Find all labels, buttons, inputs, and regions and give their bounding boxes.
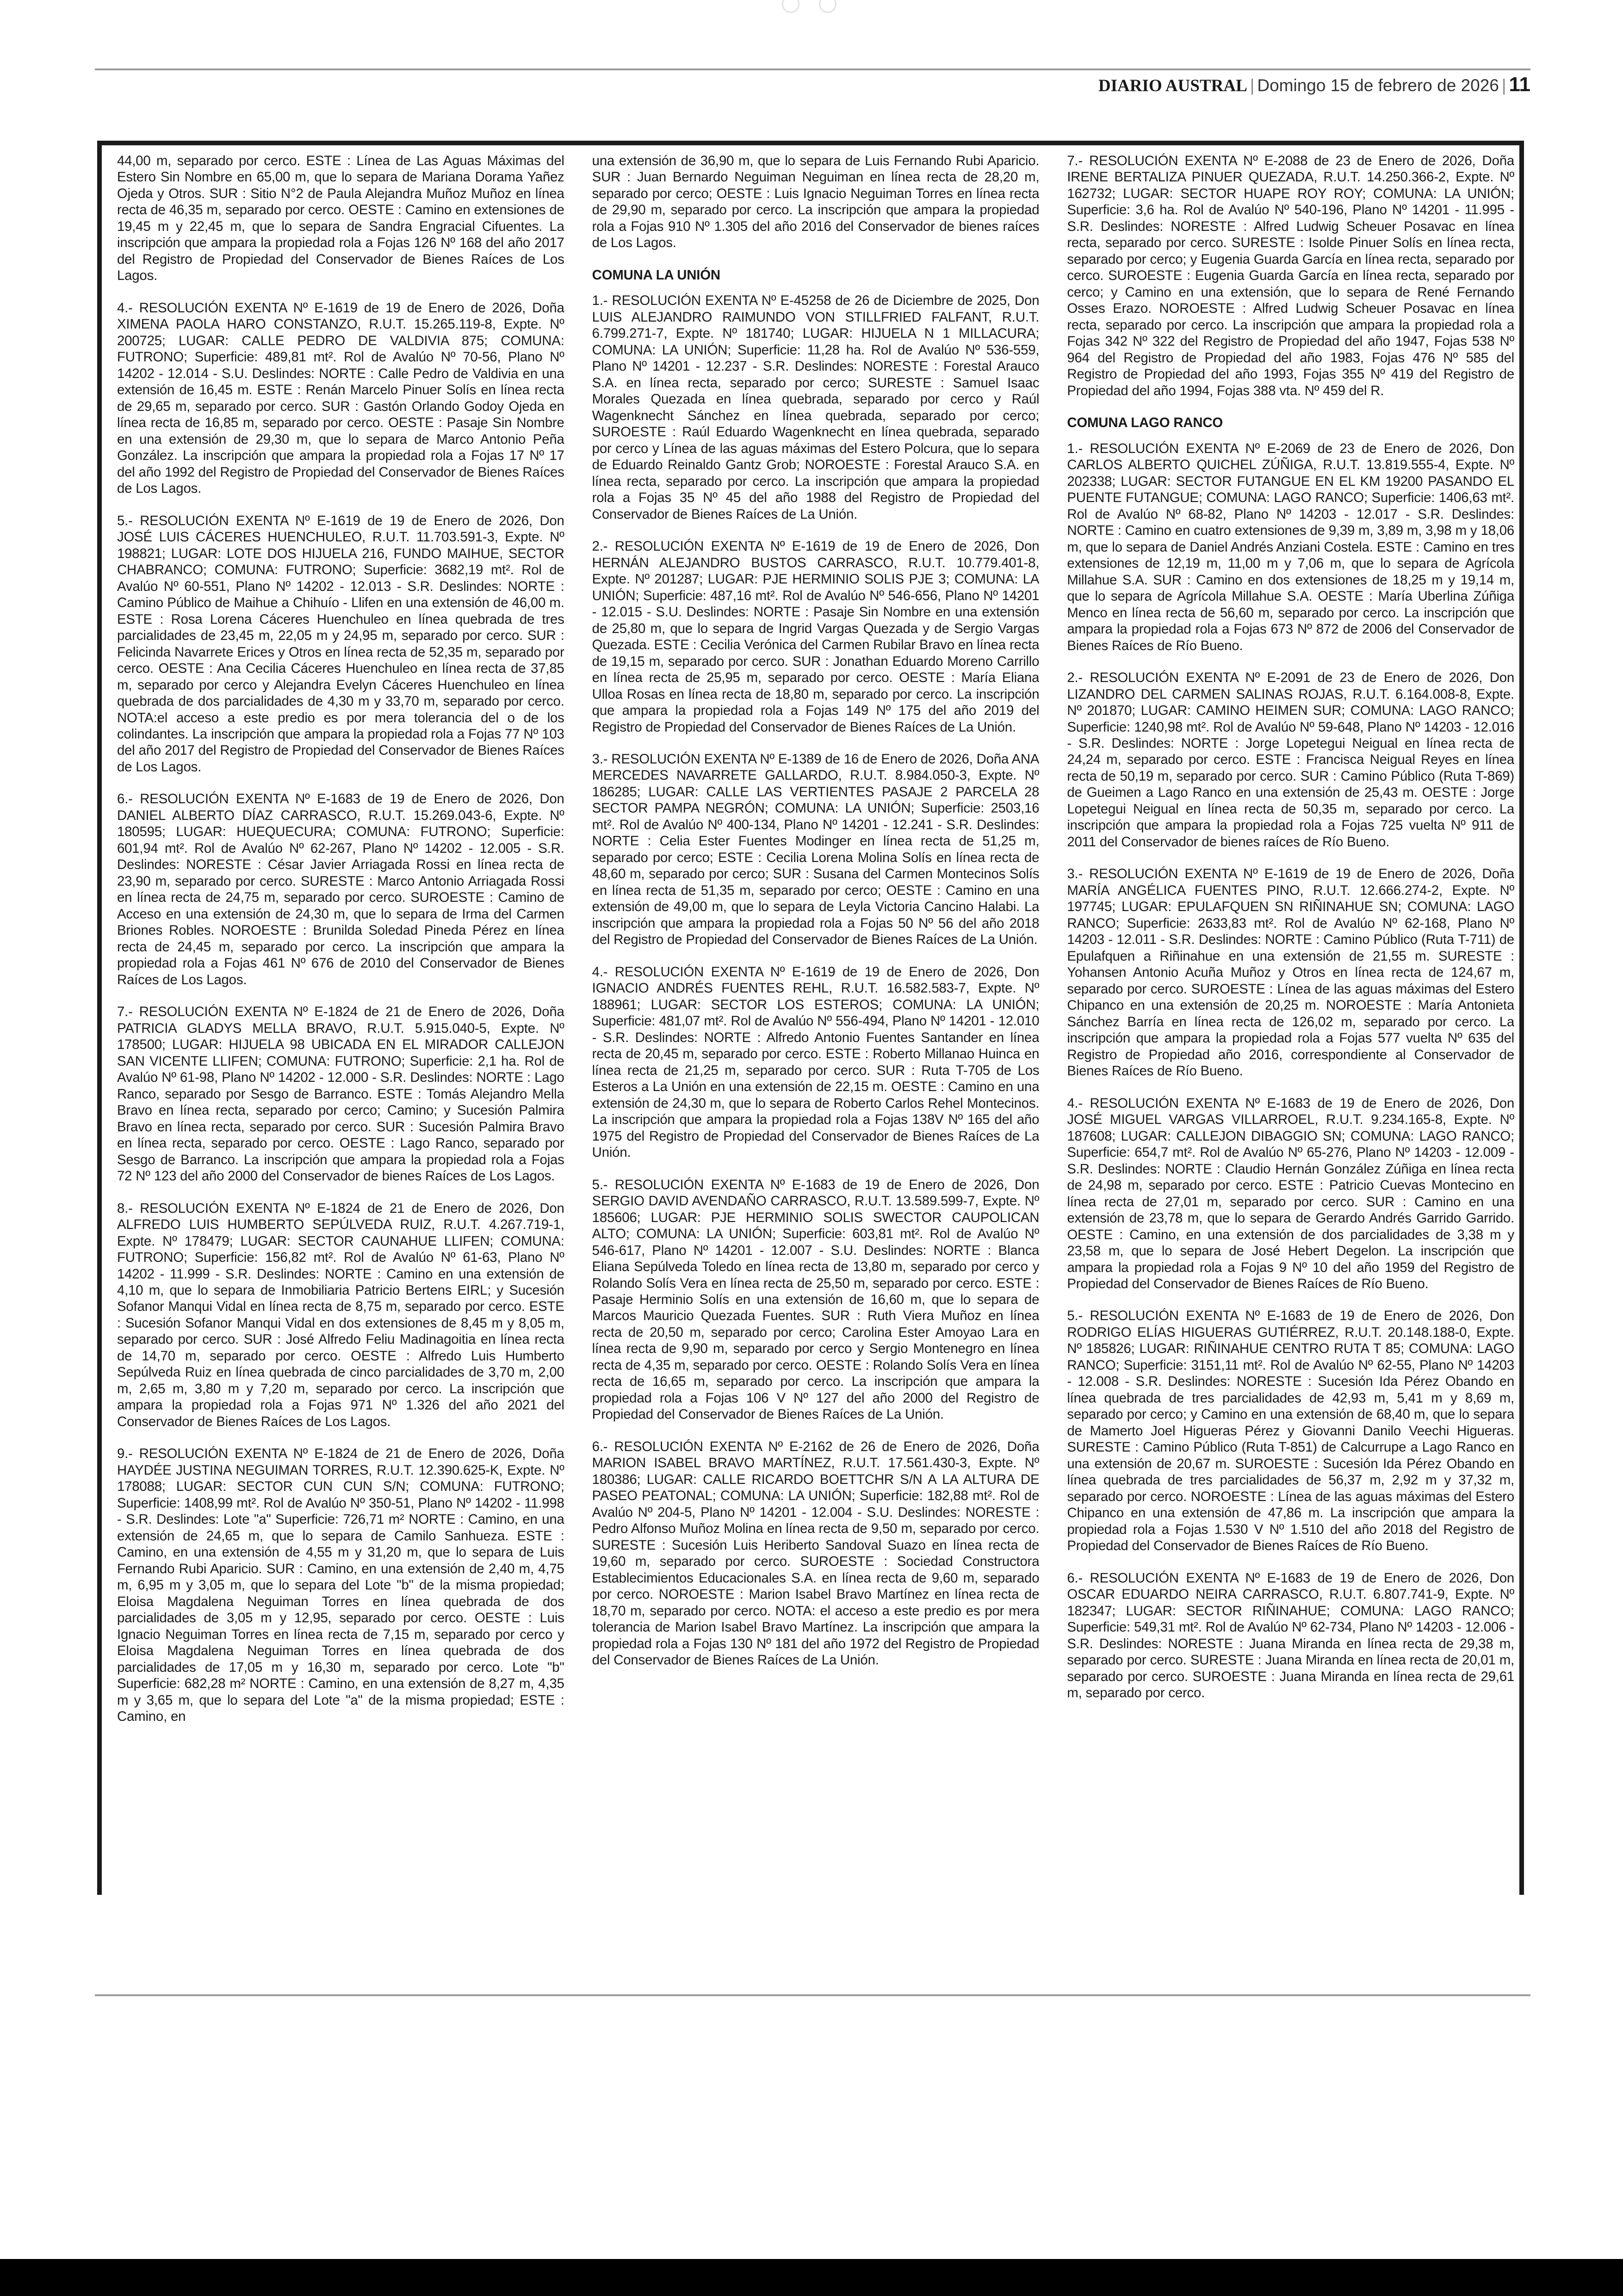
issue-date: Domingo 15 de febrero de 2026 [1257, 76, 1499, 95]
notice-paragraph: 1.- RESOLUCIÓN EXENTA Nº E-45258 de 26 de Diciembre de 2025, Don LUIS ALEJANDRO RAIMUNDO VON STILLFRIED FALFANT, R.U.T. 6.799.271-7, Expte. Nº 181740; LUGAR: HIJUELA N 1 MILLACURA; COMUNA: LA UNIÓN; Superficie: 11,28 ha. Rol de Avalúo Nº 536-559, Plano Nº 14201 - 12.237 - S.R. Deslindes: NORESTE : Forestal Arauco S.A. en línea recta, separado por cerco; SURESTE : Samuel Isaac Morales Quezada en línea quebrada, separado por cerco y Raúl Wagenknecht Sánchez en línea quebrada, separado por cerco; SUROESTE : Raúl Eduardo Wagenknecht en línea quebrada, separado por cerco y Línea de las aguas máximas del Estero Polcura, que lo separa de Eduardo Reinaldo Gantz Grob; NOROESTE : Forestal Arauco S.A. en línea recta, separado por cerco. La inscripción que ampara la propiedad rola a Fojas 35 Nº 45 del año 1988 del Registro de Propiedad del Conservador de Bienes Raíces de La Unión. [592, 293, 1040, 522]
prev-page-button[interactable] [782, 0, 799, 13]
notice-paragraph: 8.- RESOLUCIÓN EXENTA Nº E-1824 de 21 de Enero de 2026, Don ALFREDO LUIS HUMBERTO SEPÚLVEDA RUIZ, R.U.T. 4.267.719-1, Expte. Nº 178479; LUGAR: SECTOR CAUNAHUE LLIFEN; COMUNA: FUTRONO; Superficie: 156,82 mt². Rol de Avalúo Nº 61-63, Plano Nº 14202 - 11.999 - S.R. Deslindes: NORTE : Camino en una extensión de 4,10 m, que lo separa de Inmobiliaria Patricio Bertens EIRL; y Sucesión Sofanor Manqui Vidal en línea recta de 8,75 m, separado por cerco. ESTE : Sucesión Sofanor Manqui Vidal en dos extensiones de 8,45 m y 8,05 m, separado por cerco. SUR : José Alfredo Feliu Madinagoitia en línea recta de 14,70 m, separado por cerco. OESTE : Alfredo Luis Humberto Sepúlveda Ruiz en línea quebrada de cinco parcialidades de 3,70 m, 2,00 m, 2,65 m, 3,80 m y 7,20 m, separado por cerco. La inscripción que ampara la propiedad rola a Fojas 971 Nº 1.326 del año 2021 del Conservador de Bienes Raíces de Los Lagos. [117, 1200, 564, 1429]
notice-paragraph: 6.- RESOLUCIÓN EXENTA Nº E-1683 de 19 de Enero de 2026, Don DANIEL ALBERTO DÍAZ CARRASCO, R.U.T. 15.269.043-6, Expte. Nº 180595; LUGAR: HUEQUECURA; COMUNA: FUTRONO; Superficie: 601,94 mt². Rol de Avalúo Nº 62-267, Plano Nº 14202 - 12.005 - S.R. Deslindes: NORESTE : César Javier Arriagada Rossi en línea recta de 23,90 m, separado por cerco. SURESTE : Marco Antonio Arriagada Rossi en línea recta de 24,75 m, separado por cerco. SUROESTE : Camino de Acceso en una extensión de 24,30 m, que lo separa de Irma del Carmen Briones Robles. NOROESTE : Brunilda Soledad Pineda Pérez en línea recta de 24,45 m, separado por cerco. La inscripción que ampara la propiedad rola a Fojas 461 Nº 676 de 2010 del Conservador de Bienes Raíces de Los Lagos. [117, 791, 564, 987]
column-3 [1067, 153, 1514, 1886]
page-number: 11 [1509, 73, 1530, 96]
notice-paragraph: una extensión de 36,90 m, que lo separa de Luis Fernando Rubi Aparicio. SUR : Juan Bernardo Neguiman Neguiman en línea recta de 28,20 m, separado por cerco; OESTE : Luis Ignacio Neguiman Torres en línea recta de 29,90 m, separado por cerco. La inscripción que ampara la propiedad rola a Fojas 910 Nº 1.305 del año 2016 del Conservador de bienes raíces de Los Lagos. [592, 153, 1040, 251]
notice-paragraph: 44,00 m, separado por cerco. ESTE : Línea de Las Aguas Máximas del Estero Sin Nombre en 65,00 m, que lo separa de Mariana Dorama Yañez Ojeda y Otros. SUR : Sitio N°2 de Paula Alejandra Muñoz Muñoz en línea recta de 46,35 m, separado por cerco. OESTE : Camino en extensiones de 19,45 m y 22,45 m, que lo separa de Sandra Engracial Cifuentes. La inscripción que ampara la propiedad rola a Fojas 126 Nº 168 del año 2017 del Registro de Propiedad del Conservador de Bienes Raíces de Los Lagos. [117, 153, 564, 284]
viewer-bottom-bar [0, 2259, 1623, 2296]
notice-paragraph: 3.- RESOLUCIÓN EXENTA Nº E-1389 de 16 de Enero de 2026, Doña ANA MERCEDES NAVARRETE GALLARDO, R.U.T. 8.984.050-3, Expte. Nº 186285; LUGAR: CALLE LAS VERTIENTES PASAJE 2 PARCELA 28 SECTOR PAMPA NEGRÓN; COMUNA: LA UNIÓN; Superficie: 2503,16 mt². Rol de Avalúo Nº 400-134, Plano Nº 14201 - 12.241 - S.R. Deslindes: NORTE : Celia Ester Fuentes Modinger en línea recta de 51,25 m, separado por cerco; ESTE : Cecilia Lorena Molina Solís en línea recta de 48,60 m, separado por cerco; SUR : Susana del Carmen Montecinos Solís en línea recta de 51,35 m, separado por cerco; OESTE : Camino en una extensión de 49,00 m, que lo separa de Leyla Victoria Cancino Halabi. La inscripción que ampara la propiedad rola a Fojas 50 Nº 56 del año 2018 del Registro de Propiedad del Conservador de Bienes Raíces de La Unión. [592, 751, 1040, 948]
notice-paragraph: 3.- RESOLUCIÓN EXENTA Nº E-1619 de 19 de Enero de 2026, Doña MARÍA ANGÉLICA FUENTES PINO, R.U.T. 12.666.274-2, Expte. Nº 197745; LUGAR: EPULAFQUEN SN RIÑINAHUE SN; COMUNA: LAGO RANCO; Superficie: 2633,83 mt². Rol de Avalúo Nº 62-168, Plano Nº 14203 - 12.011 - S.R. Deslindes: NORTE : Camino Público (Ruta T-711) de Epulafquen a Riñinahue en una extensión de 21,55 m. SURESTE : Yohansen Antonio Acuña Muñoz y Otros en línea recta de 124,67 m, separado por cerco. SUROESTE : Línea de las aguas máximas del Estero Chipanco en una extensión de 20,25 m. NOROESTE : María Antonieta Sánchez Barría en línea recta de 126,02 m, separado por cerco. La inscripción que ampara la propiedad rola a Fojas 577 vuelta Nº 635 del Registro de Propiedad año 2016, correspondiente al Conservador de Bienes Raíces de Río Bueno. [1067, 866, 1515, 1079]
notice-paragraph: 5.- RESOLUCIÓN EXENTA Nº E-1619 de 19 de Enero de 2026, Don JOSÉ LUIS CÁCERES HUENCHULEO, R.U.T. 11.703.591-3, Expte. Nº 198821; LUGAR: LOTE DOS HIJUELA 216, FUNDO MAIHUE, SECTOR CHABRANCO; COMUNA: FUTRONO; Superficie: 3682,19 mt². Rol de Avalúo Nº 60-551, Plano Nº 14202 - 12.013 - S.R. Deslindes: NORTE : Camino Público de Maihue a Chihuío - Llifen en una extensión de 46,00 m. ESTE : Rosa Lorena Cáceres Huenchuleo en línea quebrada de tres parcialidades de 23,45 m, 22,05 m y 24,95 m, separado por cerco. SUR : Felicinda Navarrete Erices y Otros en línea recta de 52,35 m, separado por cerco. OESTE : Ana Cecilia Cáceres Huenchuleo en línea recta de 37,85 m, separado por cerco y Alejandra Evelyn Cáceres Huenchuleo en línea quebrada de dos parcialidades de 4,30 m y 33,70 m, separado por cerco. NOTA:el acceso a este predio es por mera tolerancia del o de los colindantes. La inscripción que ampara la propiedad rola a Fojas 77 Nº 103 del año 2017 del Registro de Propiedad del Conservador de Bienes Raíces de Los Lagos. [117, 513, 564, 775]
page-nav-controls [782, 0, 836, 13]
notice-paragraph: 6.- RESOLUCIÓN EXENTA Nº E-2162 de 26 de Enero de 2026, Doña MARION ISABEL BRAVO MARTÍNEZ, R.U.T. 17.561.430-3, Expte. Nº 180386; LUGAR: CALLE RICARDO BOETTCHR S/N A LA ALTURA DE PASEO PEATONAL; COMUNA: LA UNIÓN; Superficie: 182,88 mt². Rol de Avalúo Nº 204-5, Plano Nº 14201 - 12.004 - S.U. Deslindes: NORESTE : Pedro Alfonso Muñoz Molina en línea recta de 9,50 m, separado por cerco. SURESTE : Sucesión Luis Heriberto Sandoval Suazo en línea recta de 19,60 m, separado por cerco. SUROESTE : Sociedad Constructora Establecimientos Educacionales S.A. en línea recta de 9,60 m, separado por cerco. NOROESTE : Marion Isabel Bravo Martínez en línea recta de 18,70 m, separado por cerco. NOTA: el acceso a este predio es por mera tolerancia de Marion Isabel Bravo Martínez. La inscripción que ampara la propiedad rola a Fojas 130 Nº 181 del año 1972 del Registro de Propiedad del Conservador de Bienes Raíces de La Unión. [592, 1439, 1040, 1668]
notice-paragraph: 5.- RESOLUCIÓN EXENTA Nº E-1683 de 19 de Enero de 2026, Don SERGIO DAVID AVENDAÑO CARRASCO, R.U.T. 13.589.599-7, Expte. Nº 185606; LUGAR: PJE HERMINIO SOLIS SWECTOR CAUPOLICAN ALTO; COMUNA: LA UNIÓN; Superficie: 603,81 mt². Rol de Avalúo Nº 546-617, Plano Nº 14201 - 12.007 - S.U. Deslindes: NORTE : Blanca Eliana Sepúlveda Toledo en línea recta de 13,80 m, separado por cerco y Rolando Solís Vera en línea recta de 25,50 m, separado por cerco. ESTE : Pasaje Herminio Solís en una extensión de 16,60 m, que lo separa de Marcos Mauricio Quezada Fuentes. SUR : Ruth Viera Muñoz en línea recta de 20,50 m, separado por cerco; Carolina Ester Amoyao Lara en línea recta de 9,90 m, separado por cerco y Sergio Montenegro en línea recta de 4,35 m, separado por cerco. OESTE : Rolando Solís Vera en línea recta de 16,65 m, separado por cerco. La inscripción que ampara la propiedad rola a Fojas 106 V Nº 127 del año 2000 del Registro de Propiedad del Conservador de Bienes Raíces de La Unión. [592, 1177, 1040, 1422]
notice-paragraph: 4.- RESOLUCIÓN EXENTA Nº E-1683 de 19 de Enero de 2026, Don JOSÉ MIGUEL VARGAS VILLARROEL, R.U.T. 9.234.165-8, Expte. Nº 187608; LUGAR: CALLEJON DIBAGGIO SN; COMUNA: LAGO RANCO; Superficie: 654,7 mt². Rol de Avalúo Nº 65-276, Plano Nº 14203 - 12.009 - S.R. Deslindes: NORTE : Claudio Hernán González Zúñiga en línea recta de 24,98 m, separado por cerco. ESTE : Patricio Cuevas Montecino en línea recta de 27,01 m, separado por cerco. SUR : Camino en una extensión de 23,78 m, que lo separa de Gerardo Andrés Garrido Garrido. OESTE : Camino, en una extensión de dos parcialidades de 3,38 m y 23,58 m, que lo separa de José Hebert Degelon. La inscripción que ampara la propiedad rola a Fojas 9 Nº 10 del año 1959 del Registro de Propiedad del Conservador de Bienes Raíces de Río Bueno. [1067, 1095, 1515, 1291]
header-rule [95, 68, 1530, 70]
column-2 [592, 153, 1040, 1886]
page-header [1098, 73, 1530, 96]
section-heading: COMUNA LA UNIÓN [592, 267, 720, 283]
column-1 [117, 153, 564, 1886]
notice-paragraph: 2.- RESOLUCIÓN EXENTA Nº E-1619 de 19 de Enero de 2026, Don HERNÁN ALEJANDRO BUSTOS CARRASCO, R.U.T. 10.779.401-8, Expte. Nº 201287; LUGAR: PJE HERMINIO SOLIS PJE 3; COMUNA: LA UNIÓN; Superficie: 487,16 mt². Rol de Avalúo Nº 546-656, Plano Nº 14201 - 12.015 - S.U. Deslindes: NORTE : Pasaje Sin Nombre en una extensión de 25,80 m, que lo separa de Ingrid Vargas Quezada y de Sergio Vargas Quezada. ESTE : Cecilia Verónica del Carmen Rubilar Bravo en línea recta de 19,15 m, separado por cerco. SUR : Jonathan Eduardo Moreno Carrillo en línea recta de 25,95 m, separado por cerco. OESTE : María Eliana Ulloa Rosas en línea recta de 18,80 m, separado por cerco. La inscripción que ampara la propiedad rola a Fojas 149 Nº 175 del año 2019 del Registro de Propiedad del Conservador de Bienes Raíces de La Unión. [592, 539, 1040, 735]
notice-paragraph: 4.- RESOLUCIÓN EXENTA Nº E-1619 de 19 de Enero de 2026, Doña XIMENA PAOLA HARO CONSTANZO, R.U.T. 15.265.119-8, Expte. Nº 200725; LUGAR: CALLE PEDRO DE VALDIVIA 875; COMUNA: FUTRONO; Superficie: 489,81 mt². Rol de Avalúo Nº 70-56, Plano Nº 14202 - 12.014 - S.U. Deslindes: NORTE : Calle Pedro de Valdivia en una extensión de 16,45 m. ESTE : Renán Marcelo Pinuer Solís en línea recta de 29,65 m, separado por cerco. SUR : Gastón Orlando Godoy Ojeda en línea recta de 16,85 m, separado por cerco. OESTE : Pasaje Sin Nombre en una extensión de 29,30 m, que lo separa de Marco Antonio Peña González. La inscripción que ampara la propiedad rola a Fojas 17 Nº 17 del año 1992 del Registro de Propiedad del Conservador de Bienes Raíces de Los Lagos. [117, 300, 564, 496]
notice-paragraph: 6.- RESOLUCIÓN EXENTA Nº E-1683 de 19 de Enero de 2026, Don OSCAR EDUARDO NEIRA CARRASCO, R.U.T. 6.807.741-9, Expte. Nº 182347; LUGAR: SECTOR RIÑINAHUE; COMUNA: LAGO RANCO; Superficie: 549,31 mt². Rol de Avalúo Nº 62-734, Plano Nº 14203 - 12.006 - S.R. Deslindes: NORESTE : Juana Miranda en línea recta de 29,38 m, separado por cerco. SURESTE : Juana Miranda en línea recta de 20,01 m, separado por cerco. SUROESTE : Juana Miranda en línea recta de 29,61 m, separado por cerco. [1067, 1570, 1515, 1701]
notice-paragraph: 9.- RESOLUCIÓN EXENTA Nº E-1824 de 21 de Enero de 2026, Doña HAYDÉE JUSTINA NEGUIMAN TORRES, R.U.T. 12.390.625-K, Expte. Nº 178088; LUGAR: SECTOR CUN CUN S/N; COMUNA: FUTRONO; Superficie: 1408,99 mt². Rol de Avalúo Nº 350-51, Plano Nº 14202 - 11.998 - S.R. Deslindes: Lote "a" Superficie: 726,71 m² NORTE : Camino, en una extensión de 24,65 m, que lo separa de Camilo Sanhueza. ESTE : Camino, en una extensión de 4,55 m y 31,20 m, que lo separa de Luis Fernando Rubi Aparicio. SUR : Camino, en una extensión de 2,40 m, 4,75 m, 6,95 m y 3,05 m, que lo separa del Lote "b" de la misma propiedad; Eloisa Magdalena Neguiman Torres en línea quebrada de dos parcialidades de 3,05 m y 12,95, separado por cerco. OESTE : Luis Ignacio Neguiman Torres en línea recta de 7,15 m, separado por cerco y Eloisa Magdalena Neguiman Torres en línea quebrada de dos parcialidades de 17,05 m y 16,30 m, separado por cerco. Lote "b" Superficie: 682,28 m² NORTE : Camino, en una extensión de 8,27 m, 4,35 m y 3,65 m, que lo separa del Lote "a" de la misma propiedad; ESTE : Camino, en [117, 1446, 564, 1725]
notice-columns [117, 153, 1514, 1886]
header-separator: | [1501, 76, 1506, 95]
notice-paragraph: 2.- RESOLUCIÓN EXENTA Nº E-2091 de 23 de Enero de 2026, Don LIZANDRO DEL CARMEN SALINAS ROJAS, R.U.T. 6.164.008-8, Expte. Nº 201870; LUGAR: CAMINO HEIMEN SUR; COMUNA: LAGO RANCO; Superficie: 1240,98 mt². Rol de Avalúo Nº 59-648, Plano Nº 14203 - 12.016 - S.R. Deslindes: NORTE : Jorge Lopetegui Neigual en línea recta de 24,24 m, separado por cerco. ESTE : Francisca Neigual Reyes en línea recta de 50,19 m, separado por cerco. SUR : Camino Público (Ruta T-869) de Gueimen a Lago Ranco en una extensión de 25,43 m. OESTE : Jorge Lopetegui Neigual en línea recta de 50,35 m, separado por cerco. La inscripción que ampara la propiedad rola a Fojas 725 vuelta Nº 911 de 2011 del Conservador de bienes raíces de Río Bueno. [1067, 670, 1515, 850]
notice-paragraph: 7.- RESOLUCIÓN EXENTA Nº E-1824 de 21 de Enero de 2026, Doña PATRICIA GLADYS MELLA BRAVO, R.U.T. 5.915.040-5, Expte. Nº 178500; LUGAR: HIJUELA 98 UBICADA EN EL MIRADOR CALLEJON SAN VICENTE LLIFEN; COMUNA: FUTRONO; Superficie: 2,1 ha. Rol de Avalúo Nº 61-98, Plano Nº 14202 - 12.000 - S.R. Deslindes: NORTE : Lago Ranco, separado por Sesgo de Barranco. ESTE : Tomás Alejandro Mella Bravo en línea recta, separado por cerco; Camino; y Sucesión Palmira Bravo en línea recta, separado por cerco. SUR : Sucesión Palmira Bravo en línea recta, separado por cerco. OESTE : Lago Ranco, separado por Sesgo de Barranco. La inscripción que ampara la propiedad rola a Fojas 72 Nº 123 del año 2000 del Conservador de bienes Raíces de Los Lagos. [117, 1004, 564, 1184]
section-heading: COMUNA LAGO RANCO [1067, 415, 1223, 431]
notice-paragraph: 7.- RESOLUCIÓN EXENTA Nº E-2088 de 23 de Enero de 2026, Doña IRENE BERTALIZA PINUER QUEZADA, R.U.T. 14.250.366-2, Expte. Nº 162732; LUGAR: SECTOR HUAPE ROY ROY; COMUNA: LA UNIÓN; Superficie: 3,6 ha. Rol de Avalúo Nº 540-196, Plano Nº 14201 - 11.995 - S.R. Deslindes: NORESTE : Alfred Ludwig Scheuer Posavac en línea recta, separado por cerco. SURESTE : Isolde Pinuer Solís en línea recta, separado por cerco; y Eugenia Guarda García en línea recta, separado por cerco. SUROESTE : Eugenia Guarda García en línea recta, separado por cerco; y Camino en una extensión, que lo separa de René Fernando Osses Erazo. NOROESTE : Alfred Ludwig Scheuer Posavac en línea recta, separado por cerco. La inscripción que ampara la propiedad rola a Fojas 342 Nº 322 del Registro de Propiedad del año 1947, Fojas 538 Nº 964 del Registro de Propiedad del año 1983, Fojas 476 Nº 585 del Registro de Propiedad del año 1993, Fojas 355 Nº 419 del Registro de Propiedad del año 1994, Fojas 388 vta. Nº 459 del R. [1067, 153, 1515, 398]
header-separator: | [1250, 76, 1255, 95]
notice-paragraph: 1.- RESOLUCIÓN EXENTA Nº E-2069 de 23 de Enero de 2026, Don CARLOS ALBERTO QUICHEL ZÚÑIGA, R.U.T. 13.819.555-4, Expte. Nº 202338; LUGAR: SECTOR FUTANGUE EN EL KM 19200 PASANDO EL PUENTE FUTANGUE; COMUNA: LAGO RANCO; Superficie: 1406,63 mt². Rol de Avalúo Nº 68-82, Plano Nº 14203 - 12.017 - S.R. Deslindes: NORTE : Camino en cuatro extensiones de 9,39 m, 3,89 m, 3,98 m y 18,06 m, que lo separa de Daniel Andrés Anziani Costela. ESTE : Camino en tres extensiones de 12,19 m, 11,00 m y 7,06 m, que lo separa de Agrícola Millahue S.A. SUR : Camino en dos extensiones de 18,25 m y 19,14 m, que lo separa de Agrícola Millahue S.A. OESTE : María Uberlina Zúñiga Menco en línea recta de 56,60 m, separado por cerco. La inscripción que ampara la propiedad rola a Fojas 673 Nº 872 de 2006 del Conservador de Bienes Raíces de Río Bueno. [1067, 441, 1515, 653]
next-page-button[interactable] [819, 0, 836, 13]
footer-rule [95, 1994, 1530, 1996]
notice-paragraph: 4.- RESOLUCIÓN EXENTA Nº E-1619 de 19 de Enero de 2026, Don IGNACIO ANDRÉS FUENTES REHL, R.U.T. 16.582.583-7, Expte. Nº 188961; LUGAR: SECTOR LOS ESTEROS; COMUNA: LA UNIÓN; Superficie: 481,07 mt². Rol de Avalúo Nº 556-494, Plano Nº 14201 - 12.010 - S.R. Deslindes: NORTE : Alfredo Antonio Fuentes Santander en línea recta de 20,45 m, separado por cerco. ESTE : Roberto Millanao Huinca en línea recta de 21,25 m, separado por cerco. SUR : Ruta T-705 de Los Esteros a La Unión en una extensión de 22,15 m. OESTE : Camino en una extensión de 24,30 m, que lo separa de Roberto Carlos Rehel Montecinos. La inscripción que ampara la propiedad rola a Fojas 138V Nº 165 del año 1975 del Registro de Propiedad del Conservador de Bienes Raíces de La Unión. [592, 964, 1040, 1160]
notice-paragraph: 5.- RESOLUCIÓN EXENTA Nº E-1683 de 19 de Enero de 2026, Don RODRIGO ELÍAS HIGUERAS GUTIÉRREZ, R.U.T. 20.148.188-0, Expte. Nº 185826; LUGAR: RIÑINAHUE CENTRO RUTA T 85; COMUNA: LAGO RANCO; Superficie: 3151,11 mt². Rol de Avalúo Nº 62-55, Plano Nº 14203 - 12.008 - S.R. Deslindes: NORESTE : Sucesión Ida Pérez Obando en línea quebrada de tres parcialidades de 42,93 m, 5,41 m y 8,69 m, separado por cerco; y Camino en una extensión de 68,40 m, que lo separa de Mamerto Joel Higueras Pérez y Giovanni Danilo Veechi Higueras. SURESTE : Camino Público (Ruta T-851) de Calcurrupe a Lago Ranco en una extensión de 20,67 m. SUROESTE : Sucesión Ida Pérez Obando en línea quebrada de tres parcialidades de 56,37 m, 2,92 m y 37,32 m, separado por cerco. NOROESTE : Línea de las aguas máximas del Estero Chipanco en una extensión de 47,86 m. La inscripción que ampara la propiedad rola a Fojas 1.530 V Nº 1.510 del año 2018 del Registro de Propiedad del Conservador de Bienes Raíces de Río Bueno. [1067, 1308, 1515, 1554]
publication-name: DIARIO AUSTRAL [1098, 76, 1247, 95]
